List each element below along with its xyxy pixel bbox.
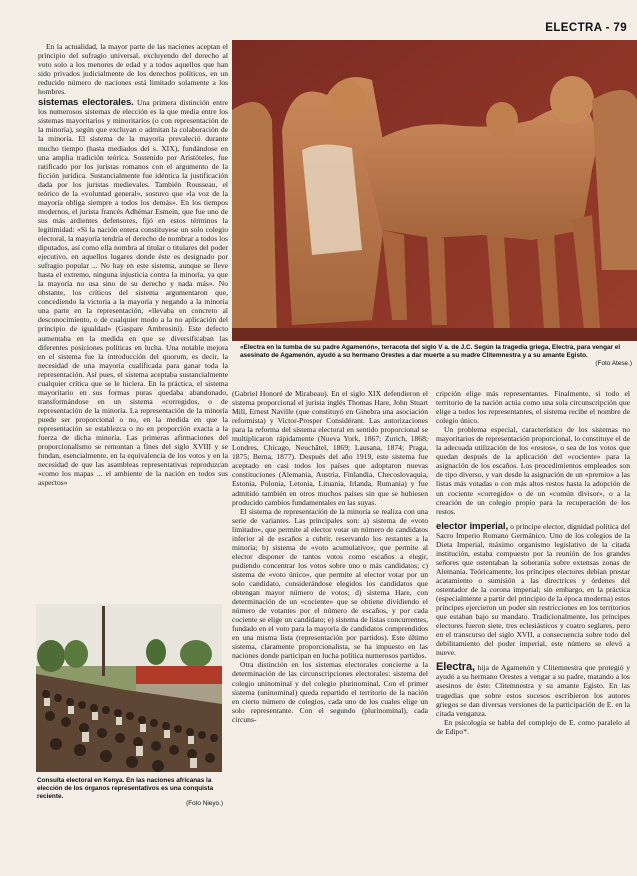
electra-body: hija de Agamenón y Clitemnestra que protegió y ayudó a su hermano Orestes a vengar a su padre, matando a los asesinos de éste: Clitemnestra y su amante Egisto. En las tragedias que sobre estos sucesos escribieron los autores griegos se dan diversas versiones de la participación de E. en la citada venganza. bbox=[436, 663, 630, 718]
top-caption bbox=[240, 344, 632, 367]
sistemas-heading: sistemas electorales. bbox=[38, 97, 134, 109]
col2-paragraph-1: (Gabriel Honoré de Mirabeau). En el siglo XIX defendieron el sistema proporcional el jurista inglés Thomas Hare, John Stuart Mill, Ernest Naville (que constituyó en Ginebra una asociación reformista) y Victor-Prosper Considérant. Las autorizaciones para la reforma del sistema electoral en sentido proporcional se multiplicaron rápidamente (Nueva York, 1867; Zurich, 1868; Londres, Chicago, Neuchâtel, 1869; Lausana, 1874; Praga, 1875; Berna, 1877). Después del año 1919, este sistema fue aceptado en casi todos los países que adoptaron nuevas constituciones (Alemania, Austria, Finlandia, Checoslovaquia, Estonia, Polonia, Letonia, Lituania, Irlanda, Rumania) y fue admitido también en otros muchos países sin que se hubiesen producido cambios fundamentales en las suyas. bbox=[232, 389, 428, 507]
elector-entry bbox=[436, 522, 630, 658]
elector-body: o príncipe elector, dignidad política del Sacro Imperio Romano Germánico. Uno de los colegios de la Dieta Imperial, máximo organismo legislativo de la citada institución, estaba compuesto por la reunión de los grandes señores que ostentaban la soberanía sobre extensas zonas de Alemania. Teóricamente, los príncipes electores debían prestar acatamiento o sumisión a las directrices y órdenes del ostentador de la corona imperial; sin embargo, en la práctica (especialmente a partir del principio de la época moderna) estos príncipes ejercieron un poder sin restricciones en los territorios que estaban bajo su mandato. Tradicionalmente, los príncipes electores fueron siete, tres eclesiásticos y cuatro seglares, pero en el transcurso del siglo XVII, a consecuencia sobre todo del debilitamiento del poder imperial, este número se elevó a nueve. bbox=[436, 521, 630, 658]
electra-entry bbox=[436, 663, 630, 717]
electra-heading: Electra, bbox=[436, 661, 475, 674]
terracotta-relief-photo bbox=[232, 40, 637, 341]
column-2 bbox=[232, 389, 428, 809]
column-3 bbox=[436, 389, 630, 814]
bottom-caption-text: Consulta electoral en Kenya. En las naciones africanas la elección de los órganos representativos es una conquista reciente. bbox=[37, 777, 214, 800]
terracotta-relief-illustration bbox=[232, 40, 637, 341]
running-head: ELECTRA - 79 bbox=[545, 22, 627, 34]
sistemas-body: Una primera distinción entre los numerosos sistemas de elección es la que media entre los sistemas mayoritarios y minoritarios (o con representación de la minoría), según que excluyan o admitan la colaboración de la minoría. El sistema de la mayoría prevaleció durante mucho tiempo (hasta mediados del s. XIX), fundándose en una amplia tradición teórica. Sostenido por Aristóteles, fue ratificado por los juristas romanos con el argumento de la ficción jurídica. Sustancialmente fue idéntica la justificación dada por los juristas medievales. También Rousseau, el teórico de la «voluntad general», sostuvo que «la voz de la mayoría obliga siempre a todos los demás». En los tiempos modernos, el jurista francés Adhémar Esmein, que fue uno de sus más ardientes defensores, fijó en estos términos la legitimidad: «Si la nación entera constituyese un solo colegio electoral, la mayoría tendría el derecho de nombrar a todos los diputados, así como ella nombra al titular o titulares del poder ejecutivo, en aquellos lugares donde éste es designado por sufragio popular ... No hay en este sistema, aunque se lleve hasta el extremo, ninguna injusticia contra la minoría, ya que la mayoría no usa sino de su derecho y nada más». No obstante, los críticos del sistema argumentaron que, concediendo la victoria a la mayoría y negando a la minoría una parte en la representación, «llevaba en concreto al desconocimiento, o de cualquier modo a la no aplicación del principio de igualdad» (Gaspare Ambrosini). Este defecto aumentaba en la medida en que se diversificaban las diferentes posiciones políticas en lucha. Una notable mejora en el sistema fue la introducción del quorum, es decir, la necesidad de una mayoría cualificada para ganar toda la representación. Así pues, el sistema aceptaba sustancialmente cualquier crítica que se le hiciera. En la práctica, el sistema mayoritario en sus formas puras quedaba abandonado, transformándose en un sistema «corregidos, o de representación de la minoría. La representación de la minoría puede ser proporcional o no, en la medida en que la representación se establezca o no en proporción exacta a la fuerza de dicha minoría. Las primeras afirmaciones del proporcionalismo se remontan a fines del siglo XVIII y se fundan, esencialmente, en la equivalencia de los votos y en la necesidad de que las asambleas representativas reproduzcan «como los mapas ... el ambiente de la nación en todos sus aspectos» bbox=[38, 98, 228, 488]
top-caption-text: «Electra en la tumba de su padre Agamenón», terracota del siglo V a. de J.C. Según la tragedia griega, Electra, para vengar el asesinato de Agamenón, ayudó a su hermano Orestes a dar muerte a su madre Clitemnestra y a su amante Egisto. bbox=[240, 344, 621, 359]
bottom-caption-credit: (Foto Nieyo.) bbox=[186, 800, 223, 808]
col2-paragraph-2: El sistema de representación de la minoría se realiza con una serie de variantes. Las principales son: a) sistema de «voto limitado», que permite al elector votar un número de candidatos inferior al de escaños a cubrir, reservando los restantes a la minoría; b) sistema de «voto acumulativo», que permite al elector disponer de tantos votos como escaños a elegir, pudiendo concentrar los votos sobre uno o más candidatos; c) sistema de «voto único», que permite al elector votar por un solo candidato, considerándose elegidos los candidatos que obtengan mayor número de votos; d) sistema Hare, con determinación de un «cociente» que se obtiene dividiendo el número de votantes por el número de escaños, y por cada cociente se elige un candidato; e) sistema de listas concurrentes, fundado en el voto para la mayoría de candidatos comprendidos en una misma lista (representación por partidos). Este último sistema, claramente proporcionalista, se ha impuesto en las naciones donde participan en lucha política numerosos partidos. bbox=[232, 506, 428, 661]
top-caption-credit: (Foto Atese.) bbox=[595, 359, 632, 367]
kenya-election-illustration bbox=[36, 604, 222, 772]
col3-paragraph-1: cripción elige más representantes. Finalmente, si todo el territorio de la nación actúa como una sola circunscripción que elige a todos los representantes, el sistema recibe el nombre de colegio único. bbox=[436, 389, 630, 426]
column-1 bbox=[38, 42, 228, 602]
intro-paragraph: En la actualidad, la mayor parte de las naciones aceptan el principio del sufragio universal, excluyendo del derecho al voto solo a los menores de edad y a todos aquellos que han sido privados judicialmente de los derechos políticos, en un reducido número de naciones está limitado solamente a los hombres. bbox=[38, 42, 228, 97]
kenya-election-photo bbox=[36, 604, 222, 772]
col2-paragraph-3: Otra distinción en los sistemas electorales concierne a la determinación de las circunscripciones electorales: sistema del colegio uninominal y del colegio plurinominal. Con el primer sistema (uninominal) queda repartido el territorio de la nación en cierto número de colegios, cada uno de los cuales elige un solo representante. Con el segundo (plurinominal), cada circuns- bbox=[232, 660, 428, 724]
sistemas-entry bbox=[38, 98, 228, 487]
col3-paragraph-2: Un problema especial, característico de los sistemas no mayoritarios de representación proporcional, lo constituye el de la adecuada utilización de los «restos», o sea de los votos que quedan después de la aplicación del «cociente» para la asignación de los escaños. Los procedimientos empleados son de tipo diverso, y van desde la asignación de un «premio» a las listas más votadas o con más altos restos hasta la adopción de un cociente «corregido» o de un «común divisor», o a la creación de un colegio propio para la recuperación de los restos. bbox=[436, 425, 630, 516]
bottom-caption bbox=[37, 777, 223, 808]
electra-psychology: En psicología se habla del complejo de E. como paralelo al de Edipo*. bbox=[436, 717, 630, 736]
elector-heading: elector imperial, bbox=[436, 520, 509, 532]
